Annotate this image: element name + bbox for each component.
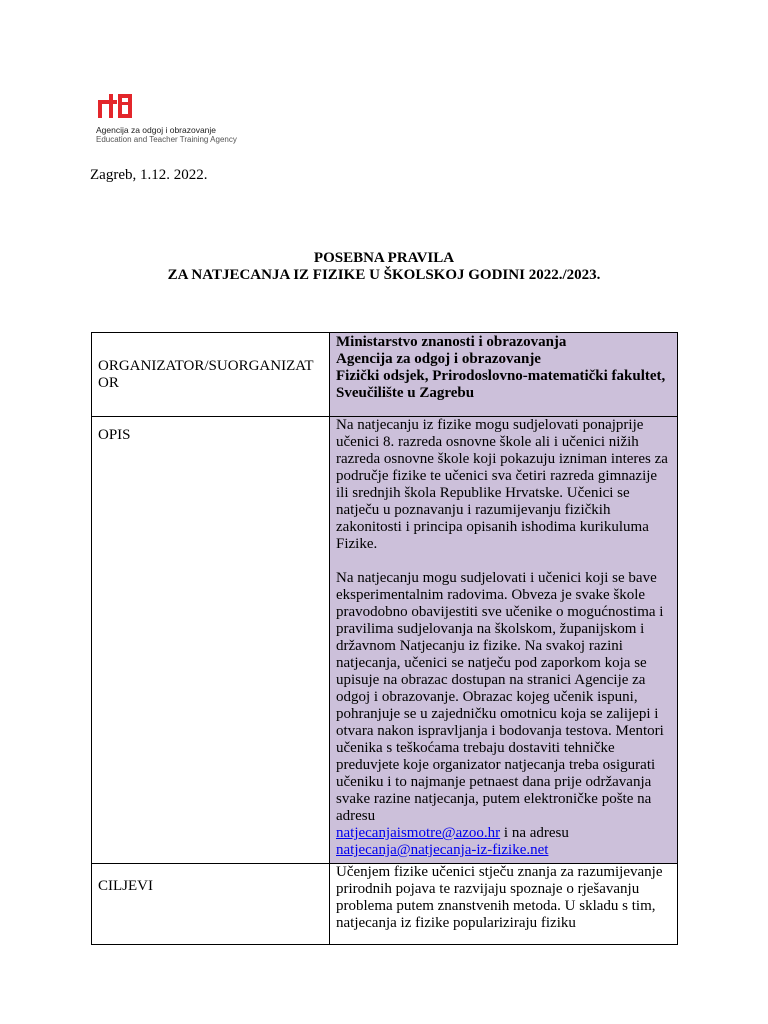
organizer-value xyxy=(330,333,678,417)
organizer-line-1: Ministarstvo znanosti i obrazovanja xyxy=(336,334,567,350)
document-title-line2: ZA NATJECANJA IZ FIZIKE U ŠKOLSKOJ GODINI 2022./2023. xyxy=(167,267,601,283)
email-connector: i na adresu xyxy=(503,825,569,841)
paragraph-gap xyxy=(336,553,671,570)
rules-table xyxy=(91,332,678,945)
description-paragraph-2: Na natjecanju mogu sudjelovati i učenici koji se bave eksperimentalnim radovima. Obveza je svake škole pravodobno obavijestiti sve učenike o mogućnostima i pravilima sudjelovanja na školskom, županijskom i državnom Natjecanju iz fizike. Na svakoj razini natjecanja, učenici se natječu pod zaporkom koja se upisuje na obrazac dostupan na stranici Agencije za odgoj i obrazovanje. Obrazac kojeg učenik ispuni, pohranjuje se u zajedničku omotnicu koja se zalijepi i otvara nakon ispravljanja i bodovanja testova. Mentori učenika s teškoćama trebaju dostaviti tehničke preduvjete koje organizator natjecanja treba osigurati učeniku i to najmanje petnaest dana prije održavanja svake razine natjecanja, putem elektroničke pošte na adresu xyxy=(336,570,664,824)
organizer-line-3: Fizički odsjek, Prirodoslovno-matematički fakultet, Sveučilište u Zagrebu xyxy=(336,368,666,401)
agency-logo-icon xyxy=(96,92,134,120)
goals-label: CILJEVI xyxy=(92,864,330,945)
document-date: Zagreb, 1.12. 2022. xyxy=(90,167,208,183)
table-row-organizer xyxy=(92,333,678,417)
agency-name-hr: Agencija za odgoj i obrazovanje xyxy=(96,125,217,135)
agency-logo xyxy=(96,92,134,120)
description-value xyxy=(330,417,678,864)
email-link-azoo[interactable]: natjecanjaismotre@azoo.hr xyxy=(336,825,501,841)
table-row-description xyxy=(92,417,678,864)
goals-value: Učenjem fizike učenici stječu znanja za razumijevanje prirodnih pojava te razvijaju spoznaje o rješavanju problema putem znanstvenih metoda. U skladu s tim, natjecanja iz fizike populariziraju fiziku xyxy=(330,864,678,945)
organizer-label: ORGANIZATOR/SUORGANIZATOR xyxy=(92,333,330,417)
agency-name-en: Education and Teacher Training Agency xyxy=(96,135,237,144)
description-label: OPIS xyxy=(92,417,330,864)
document-title-line1: POSEBNA PRAVILA xyxy=(313,250,455,266)
email-link-natjecanja[interactable]: natjecanja@natjecanja-iz-fizike.net xyxy=(336,842,549,858)
table-row-goals xyxy=(92,864,678,945)
description-paragraph-1: Na natjecanju iz fizike mogu sudjelovati ponajprije učenici 8. razreda osnovne škole ali i učenici nižih razreda osnovne škole koji pokazuju izniman interes za područje fizike te učenici sva četiri razreda gimnazije ili srednjih škola Republike Hrvatske. Učenici se natječu u poznavanju i razumijevanju fizičkih zakonitosti i principa opisanih ishodima kurikuluma Fizike. xyxy=(336,417,668,552)
organizer-line-2: Agencija za odgoj i obrazovanje xyxy=(336,351,541,367)
